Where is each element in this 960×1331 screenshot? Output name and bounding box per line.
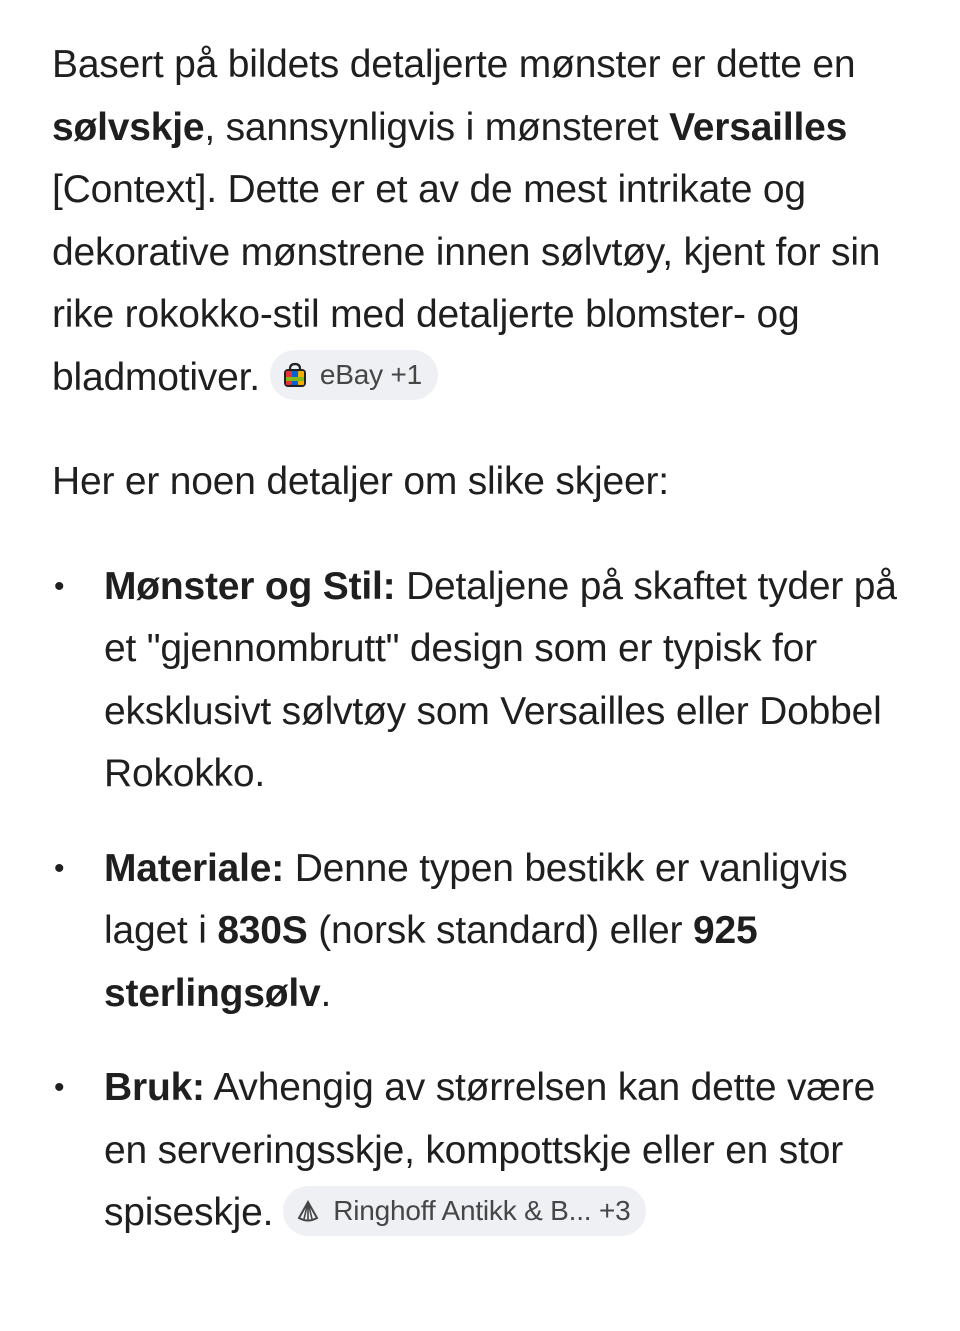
intro-text-3: [Context]. Dette er et av de mest intrikate og dekorative mønstrene innen sølvtøy, kjent for sin rike rokokko-stil med detaljerte blomster- og bladmotiver.: [52, 168, 881, 399]
list-item-text: Denne typen bestikk er vanligvis laget i: [104, 846, 848, 952]
list-item-text: .: [320, 971, 332, 1015]
source-chip-ebay[interactable]: [270, 350, 438, 400]
list-item-title: Bruk:: [104, 1066, 205, 1109]
intro-paragraph: [52, 34, 920, 409]
list-item-material: [52, 838, 920, 1026]
intro-text-1: Basert på bildets detaljerte mønster er dette en: [52, 43, 856, 86]
source-chip-ringhoff-label: Ringhoff Antikk & B... +3: [333, 1194, 631, 1226]
list-item-title: Materiale:: [104, 846, 285, 890]
list-item-bold-830s: 830S: [217, 909, 308, 952]
list-item-text: (norsk standard) eller: [307, 909, 693, 952]
list-item-bold-925: 925 sterlingsølv: [104, 909, 758, 1015]
bullet-icon: •: [54, 569, 65, 603]
list-item-title: Mønster og Stil:: [104, 564, 396, 608]
list-item-text: Detaljene på skaftet tyder på et "gjennombrutt" design som er typisk for eksklusivt sølvtøy som Versailles eller Dobbel Rokokko.: [104, 564, 897, 795]
bullet-icon: •: [54, 851, 65, 885]
intro-text-2: , sannsynligvis i mønsteret: [204, 105, 670, 149]
intro-bold-pattern: Versailles: [669, 105, 848, 149]
list-item-usage: [52, 1057, 920, 1245]
details-list: [52, 556, 920, 1245]
details-heading: Her er noen detaljer om slike skjeer:: [52, 460, 669, 503]
source-chip-ebay-label: eBay +1: [319, 359, 422, 391]
shell-icon: [293, 1196, 323, 1226]
list-item-text: Avhengig av størrelsen kan dette være en serveringsskje, kompottskje eller en stor spiseskje.: [104, 1066, 876, 1234]
source-chip-ringhoff[interactable]: [283, 1186, 646, 1236]
intro-bold-spoon: sølvskje: [52, 105, 205, 149]
shopping-bag-icon: [280, 360, 310, 390]
list-item-pattern: [52, 556, 920, 806]
bullet-icon: •: [54, 1071, 65, 1104]
